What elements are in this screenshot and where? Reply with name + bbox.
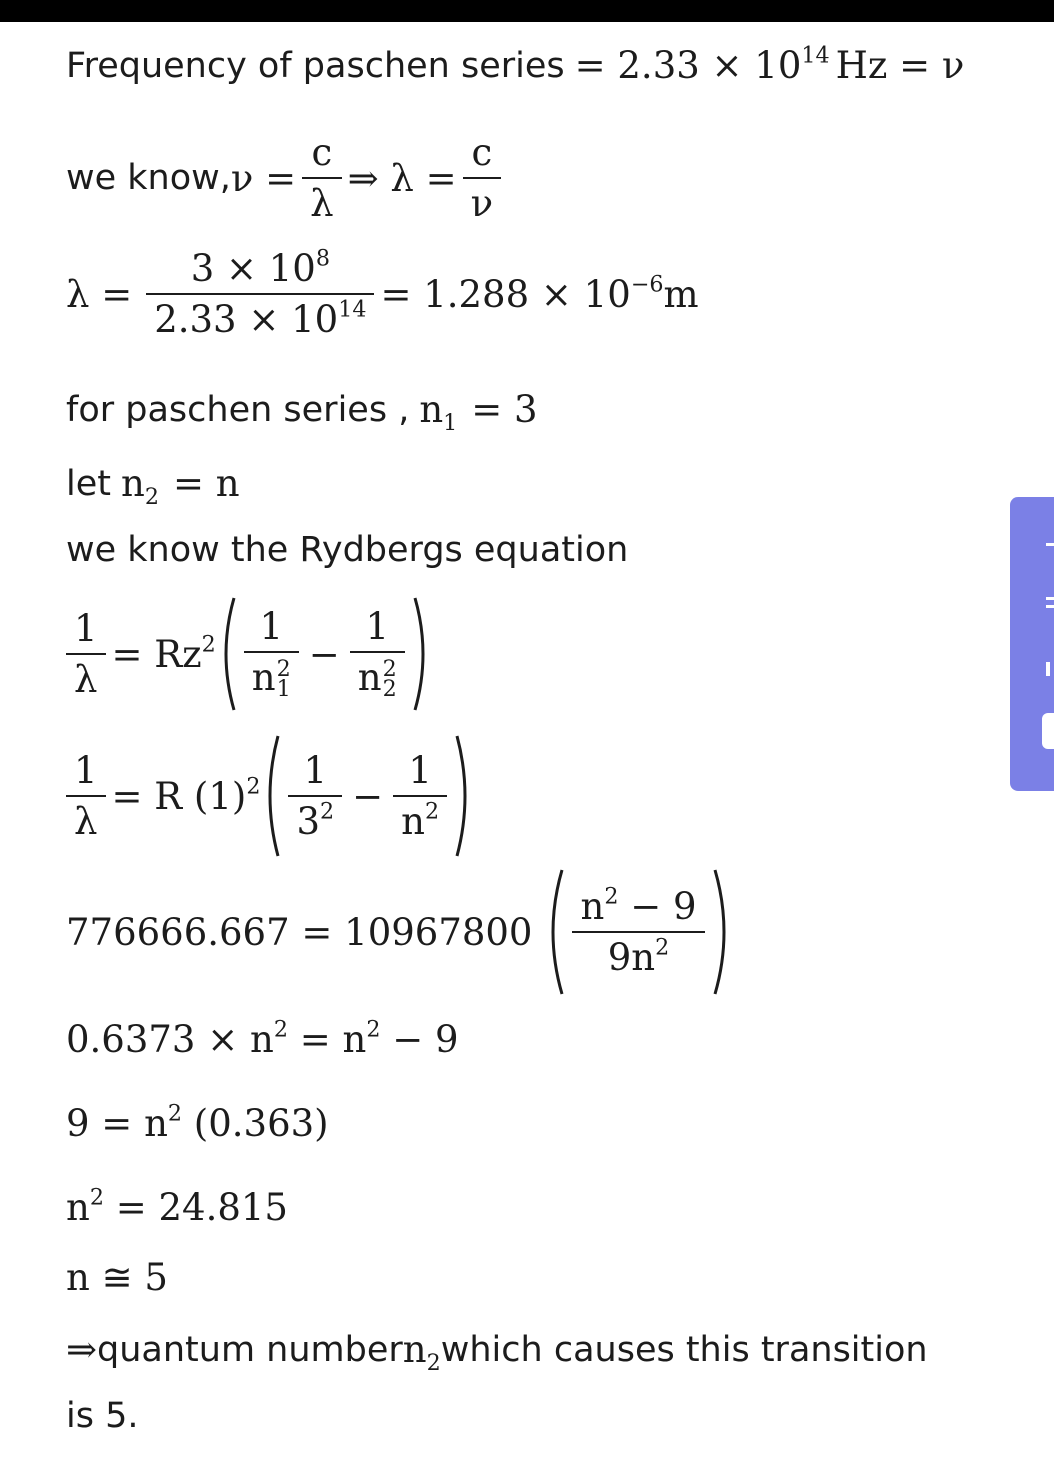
n-approx-value: n ≅ 5 [66,1256,168,1299]
tab-glyph-1 [1046,543,1054,546]
implies-lambda: ⇒ λ = [347,156,457,200]
tab-glyph-5 [1042,713,1054,749]
lambda-equals: λ = [66,272,133,316]
simplify-line-1 [66,1018,459,1061]
right-paren [411,594,433,714]
simplify-line-2 [66,1102,329,1145]
frequency-label: Frequency of paschen series [66,45,565,86]
n-approx-line [66,1256,168,1299]
status-bar [0,0,1054,22]
n1-value: $n_1 = 3$ [419,388,538,436]
n-squared-value-line [66,1186,288,1229]
numeric-substitution-line [66,866,735,998]
tab-glyph-4 [1046,662,1050,676]
r-one-squared: = R $(1)^2$ [111,772,261,818]
floating-side-tab[interactable] [1010,497,1054,791]
conclusion-line [66,1328,928,1376]
one-over-lambda-2: $\frac{1}{\lambda}$ [66,752,106,840]
n2-definition: $n_2 = n$ [120,462,240,510]
rydberg-substituted-equation [66,732,475,860]
tab-glyph-3 [1046,605,1054,608]
left-paren-2 [260,732,282,860]
n-squared-minus-nine-fraction: $\frac{n^2 - 9}{9n^2}$ [572,888,704,976]
minus-sign: − [308,632,340,676]
one-over-n2-squared: 1 n 2 2 [350,608,405,700]
one-over-n1-squared: 1 n 2 1 [244,608,299,700]
conclusion-end: is 5. [66,1396,139,1436]
left-paren [216,594,238,714]
tab-glyph-2 [1046,597,1054,600]
rz-squared: = $Rz^2$ [111,630,216,676]
one-over-three-squared: $\frac{1}{3^2}$ [288,752,342,840]
right-paren-2 [453,732,475,860]
rydberg-intro-line [66,530,628,570]
frequency-line [66,44,964,87]
wavelength-fraction: $\frac{3 \times 10^8}{2.33 \times 10^{14}}$ [146,250,374,338]
frequency-value: = $2.33 \times 10^{14}$ Hz = ν [574,42,965,87]
right-paren-3 [711,866,735,998]
conclusion-end-line [66,1396,138,1436]
numeric-lhs: 776666.667 = 10967800 [66,910,533,954]
we-know-label: we know, [66,158,231,198]
paschen-n1-line [66,388,538,436]
let-n2-line [66,462,240,510]
wavelength-result: = $1.288 \times 10^{-6}m$ [380,270,699,316]
minus-sign-2: − [352,774,384,818]
implies-arrow: ⇒ [66,1328,98,1371]
one-over-n-squared: $\frac{1}{n^2}$ [393,752,447,840]
let-label: let [66,463,111,504]
n-squared-value: $n^2 = 24.815$ [66,1184,288,1229]
conclusion-text-1: quantum number [97,1329,403,1370]
simplify-expr-1: $0.6373 \times n^2 = n^2 - 9$ [66,1016,459,1061]
one-over-lambda: $\frac{1}{\lambda}$ [66,610,106,698]
rydberg-general-equation [66,594,433,714]
c-over-nu-fraction: $\frac{c}{\nu}$ [463,134,502,222]
conclusion-text-2: which causes this transition [440,1329,928,1370]
wavelength-relation-line [66,131,507,225]
left-paren-3 [542,866,566,998]
nu-equals: ν = [230,156,297,200]
wavelength-calc-line [66,245,699,341]
simplify-expr-2: $9 = n^2$ (0.363) [66,1100,329,1145]
rydberg-intro: we know the Rydbergs equation [66,530,629,570]
c-over-lambda-fraction: $\frac{c}{\lambda}$ [302,134,341,222]
n2-symbol: $n_2$ [402,1328,441,1376]
paschen-n1-label: for paschen series , [66,389,410,430]
